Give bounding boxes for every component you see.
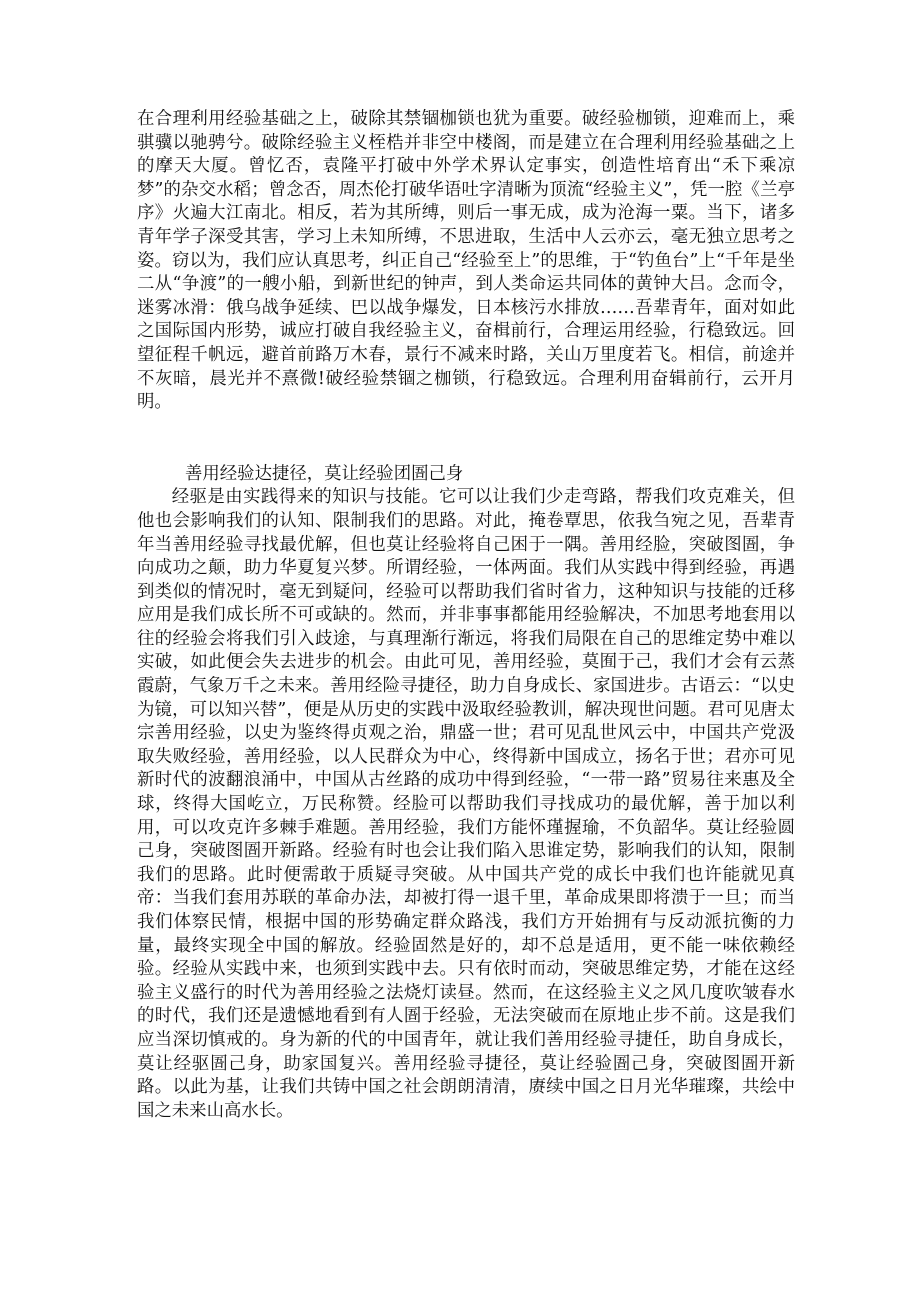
essay-two	[137, 463, 795, 1124]
essay-one-paragraph: 在合理利用经验基础之上，破除其禁锢枷锁也犹为重要。破经验枷锁，迎难而上，乘骐骥以驰骋兮。破除经验主义桎梏并非空中楼阁，而是建立在合理利用经验基础之上的摩天大厦。曾忆否，袁隆平打破中外学术界认定事实，创造性培育出“禾下乘凉梦”的杂交水稻；曾念否，周杰伦打破华语吐字清晰为顶流“经验主义”，凭一腔《兰亭序》火遍大江南北。相反，若为其所缚，则后一事无成，成为沧海一粟。当下，诸多青年学子深受其害，学习上未知所缚，不思进取，生活中人云亦云，毫无独立思考之姿。窃以为，我们应认真思考，纠正自己“经验至上”的思维，于“钓鱼台”上“千年是坐二从“争渡”的一艘小船，到新世纪的钟声，到人类命运共同体的黄钟大吕。念而令，迷雾冰滑：俄乌战争延续、巴以战争爆发，日本核污水排放……吾辈青年，面对如此之国际国内形势，诚应打破自我经验主义，奋楫前行，合理运用经验，行稳致远。回望征程千帆远，避首前路万木春，景行不减来时路，关山万里度若飞。相信，前途并不灰暗，晨光并不熹微!破经验禁锢之枷锁，行稳致远。合理利用奋辑前行，云开月明。	[137, 109, 795, 413]
essay-two-body	[137, 486, 795, 1123]
essay-two-title: 善用经验达捷径，莫让经验团圄己身	[185, 463, 464, 484]
document-page	[137, 108, 795, 1123]
essay-one	[137, 108, 795, 415]
essay-two-paragraph: 经驱是由实践得来的知识与技能。它可以让我们少走弯路，帮我们攻克难关，但他也会影响我们的认知、限制我们的思路。对此，掩卷覃思，依我刍宛之见，吾辈青年当善用经验寻找最优解，但也莫让经验将自己困于一隅。善用经脸，突破图圄，争向成功之颠，助力华夏复兴梦。所谓经验，一体两面。我们从实践中得到经验，再遇到类似的情况时，毫无到疑问，经验可以帮助我们省时省力，这种知识与技能的迁移应用是我们成长所不可或缺的。然而，并非事事都能用经验解决，不加思考地套用以往的经验会将我们引入歧途，与真理渐行渐远，将我们局限在自己的思维定势中难以实破，如此便会失去进步的机会。由此可见，善用经验，莫囿于己，我们才会有云蒸霞蔚，气象万千之未来。善用经险寻捷径，助力自身成长、家国进步。古语云：“以史为镜，可以知兴替”，便是从历史的实践中汲取经验教训，解决现世问题。君可见唐太宗善用经验，以史为鉴终得贞观之治，鼎盛一世；君可见乱世风云中，中国共产党汲取失败经验，善用经验，以人民群众为中心，终得新中国成立，扬名于世；君亦可见新时代的波翻浪涌中，中国从古丝路的成功中得到经验，“一带一路”贸易往来惠及全球，终得大国屹立，万民称赞。经脸可以帮助我们寻找成功的最优解，善于加以利用，可以攻克许多棘手难题。善用经验，我们方能怀瑾握瑜，不负韶华。莫让经验圆己身，突破图圄开新路。经验有时也会让我们陷入思谁定势，影响我们的认知，限制我们的思路。此时便需敢于质疑寻突破。从中国共产党的成长中我们也许能就见真帝：当我们套用苏联的革命办法，却被打得一退千里，革命成果即将溃于一旦；而当我们体察民情，根据中国的形势确定群众路浅，我们方开始拥有与反动派抗衡的力量，最终实现全中国的解放。经验固然是好的，却不总是适用，更不能一味依赖经验。经验从实践中来，也须到实践中去。只有依时而动，突破思维定势，才能在这经验主义盛行的时代为善用经验之法烧灯读昼。然而，在这经验主义之风几度吹皱春水的时代，我们还是遗憾地看到有人圄于经验，无法突破而在原地止步不前。这是我们应当深切慎戒的。身为新的代的中国青年，就让我们善用经验寻捷任，助自身成长，莫让经驱圄己身，助家国复兴。善用经验寻捷径，莫让经验圄己身，突破图圄开新路。以此为基，让我们共铸中国之社会朗朗清清，赓续中国之日月光华璀璨，共绘中国之未来山高水长。	[137, 487, 795, 1121]
